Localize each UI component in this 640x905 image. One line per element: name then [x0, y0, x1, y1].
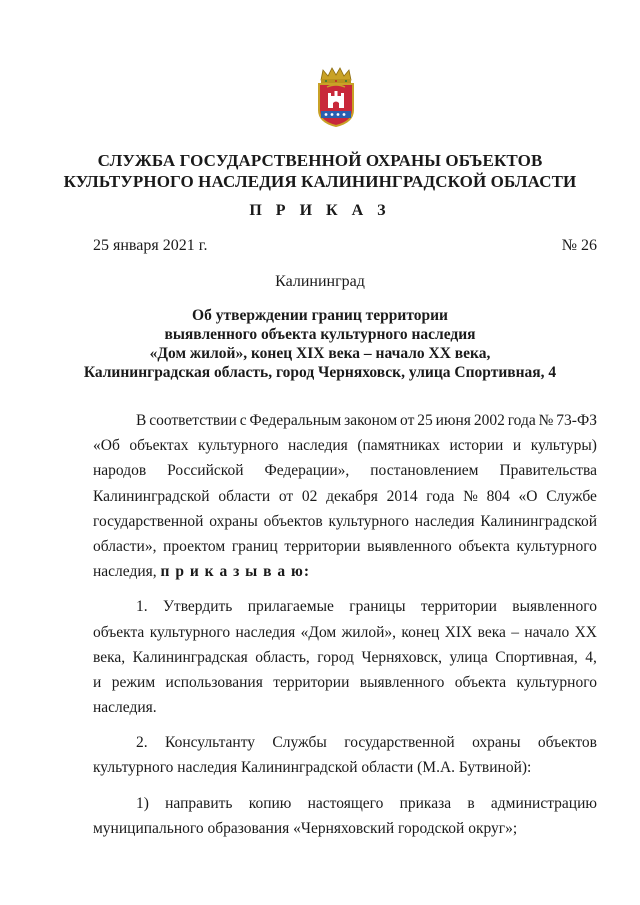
word: истории	[449, 437, 504, 455]
word: Спортивная,	[495, 648, 578, 666]
word: XIX	[444, 623, 473, 641]
subject-line3: «Дом жилой», конец XIX века – начало XX века,	[149, 345, 491, 362]
word: Службе	[546, 487, 597, 505]
word: в	[467, 794, 475, 812]
paragraph-line	[93, 645, 597, 670]
word: наследия	[288, 437, 348, 455]
order-city: Калининград	[275, 273, 365, 290]
word: Калининградской	[480, 512, 597, 530]
paragraph-line	[93, 509, 597, 534]
word: начало	[524, 623, 570, 641]
word: XX	[574, 623, 597, 641]
word: культурного	[198, 437, 279, 455]
word: территории	[284, 537, 361, 555]
word: законом	[344, 412, 398, 429]
paragraph-line: наследия.	[93, 699, 157, 717]
word: Российской	[167, 462, 244, 480]
word: В	[136, 412, 147, 429]
word: народов	[93, 462, 147, 480]
word: Службы	[272, 734, 327, 752]
order-title: П Р И К А З	[249, 202, 391, 219]
word: постановлением	[370, 462, 479, 480]
word: Федеральным	[249, 412, 342, 429]
word: от	[278, 487, 294, 505]
word: культурного	[328, 512, 409, 530]
word: от	[400, 412, 415, 429]
word: Калининградская	[132, 648, 248, 666]
paragraph-line: муниципального образования «Черняховский городской округ»;	[93, 819, 518, 837]
paragraph-text: наследия,	[93, 563, 161, 581]
word: года	[426, 487, 455, 505]
word: Федерации»,	[264, 462, 350, 480]
subject-line4: Калининградская область, город Черняховск, улица Спортивная, 4	[83, 364, 557, 381]
word: (памятниках	[357, 437, 440, 455]
word: объектах	[129, 437, 189, 455]
word: режим	[111, 673, 156, 691]
word: область,	[255, 648, 310, 666]
word: объектов	[263, 512, 323, 530]
word: копию	[248, 794, 292, 812]
word: государственной	[344, 734, 455, 752]
word: улица	[449, 648, 488, 666]
word: выявленного	[359, 673, 445, 691]
paragraph-line	[93, 594, 597, 619]
order-directive-text: п р и к а з ы в а ю:	[160, 563, 311, 581]
paragraph-line	[93, 433, 597, 458]
word: 1.	[136, 598, 148, 616]
word: охраны	[209, 512, 258, 530]
order-body	[93, 408, 597, 841]
word: наследия	[235, 623, 296, 641]
word: администрацию	[490, 794, 597, 812]
word: 2002	[473, 412, 505, 429]
agency-name	[0, 150, 640, 192]
paragraph-line	[93, 484, 597, 509]
word: 1)	[136, 794, 149, 812]
word: объекта	[458, 537, 510, 555]
paragraph-item-2-1	[93, 791, 597, 816]
word: с	[239, 412, 247, 429]
word: культуры)	[530, 437, 597, 455]
paragraph-line	[93, 620, 597, 645]
word: объекта	[93, 623, 145, 641]
word: «Об	[93, 437, 120, 455]
paragraph-line	[93, 791, 597, 816]
word: 25	[417, 412, 433, 429]
word: и	[512, 437, 522, 455]
word: приказа	[399, 794, 452, 812]
word: года	[507, 412, 536, 429]
word: прилагаемые	[247, 598, 334, 616]
order-date: 25 января 2021 г.	[93, 237, 208, 254]
word: границы	[349, 598, 406, 616]
word: области»,	[93, 537, 157, 555]
paragraph-line	[93, 559, 597, 584]
word: объекта	[454, 673, 507, 691]
paragraph-line	[93, 408, 597, 433]
word: 2014	[386, 487, 418, 505]
word: границ	[231, 537, 278, 555]
word: 804	[486, 487, 510, 505]
paragraph-line	[93, 730, 597, 755]
word: территории	[273, 673, 350, 691]
paragraph-line	[93, 458, 597, 483]
word: 4,	[585, 648, 597, 666]
word: культурного	[516, 537, 597, 555]
paragraph-line	[93, 534, 597, 559]
paragraph-line: культурного наследия Калининградской области (М.А. Бутвиной):	[93, 759, 532, 777]
paragraph-line	[93, 670, 597, 695]
word: «Дом	[300, 623, 337, 641]
word: культурного	[149, 623, 231, 641]
word: Правительства	[499, 462, 597, 480]
word: июня	[435, 412, 471, 429]
agency-name-line2: КУЛЬТУРНОГО НАСЛЕДИЯ КАЛИНИНГРАДСКОЙ ОБЛАСТИ	[63, 172, 577, 191]
word: объектов	[537, 734, 597, 752]
word: века	[477, 623, 506, 641]
word: и	[93, 673, 102, 691]
subject-line2: выявленного объекта культурного наследия	[164, 326, 476, 343]
word: Черняховск,	[361, 648, 442, 666]
word: области	[218, 487, 271, 505]
word: Калининградской	[93, 487, 210, 505]
word: проектом	[163, 537, 226, 555]
word: Утвердить	[162, 598, 233, 616]
paragraph-item-2	[93, 730, 597, 755]
word: века,	[93, 648, 126, 666]
word: №	[463, 487, 478, 505]
word: 02	[301, 487, 318, 505]
word: выявленного	[512, 598, 597, 616]
word: Консультанту	[165, 734, 256, 752]
word: настоящего	[307, 794, 384, 812]
word: 2.	[136, 734, 148, 752]
order-number: № 26	[561, 237, 597, 254]
word: город	[317, 648, 354, 666]
word: использования	[165, 673, 263, 691]
paragraph-item-1	[93, 594, 597, 695]
word: №	[538, 412, 554, 429]
paragraph-preamble	[93, 408, 597, 559]
kaliningrad-coat-of-arms-emblem	[313, 66, 359, 128]
word: территории	[420, 598, 497, 616]
word: государственной	[93, 512, 204, 530]
word: конец	[401, 623, 440, 641]
word: соответствии	[149, 412, 237, 429]
agency-name-line1: СЛУЖБА ГОСУДАРСТВЕННОЙ ОХРАНЫ ОБЪЕКТОВ	[97, 151, 543, 170]
word: наследия	[414, 512, 475, 530]
word: охраны	[472, 734, 521, 752]
word: жилой»,	[341, 623, 396, 641]
subject-line1: Об утверждении границ территории	[192, 307, 448, 324]
word: культурного	[516, 673, 597, 691]
word: выявленного	[367, 537, 452, 555]
word: направить	[165, 794, 233, 812]
word: 73-ФЗ	[556, 412, 597, 429]
word: декабря	[326, 487, 378, 505]
word: «О	[518, 487, 538, 505]
word: –	[511, 623, 520, 641]
order-subject	[0, 306, 640, 382]
